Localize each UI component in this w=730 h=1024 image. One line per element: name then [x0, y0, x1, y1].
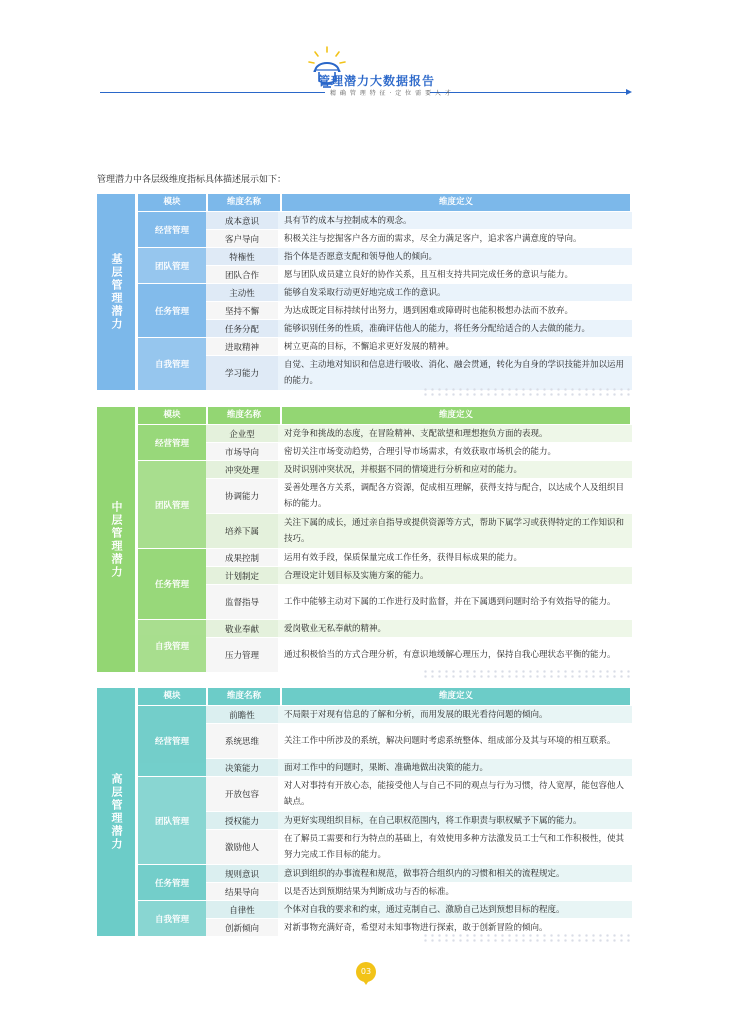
- dimension-definition: 愿与团队成员建立良好的协作关系，且互相支持共同完成任务的意识与能力。: [284, 269, 574, 280]
- level-title: 中层管理潜力: [110, 500, 123, 579]
- page-number: 03: [356, 962, 376, 982]
- dimension-name: 前瞻性: [206, 706, 278, 723]
- module-cell: 团队管理: [138, 777, 206, 864]
- table-row: [206, 356, 632, 390]
- table-row: [206, 638, 632, 672]
- level-label: [97, 194, 135, 390]
- dimension-name: 创新倾向: [206, 919, 278, 936]
- page-number-pointer: [362, 979, 370, 985]
- level-title: 基层管理潜力: [110, 253, 123, 331]
- dimension-name: 成果控制: [206, 549, 278, 566]
- table-header: [135, 194, 632, 211]
- dimension-name: 团队合作: [206, 266, 278, 283]
- dimension-definition: 为更好实现组织目标，在自己职权范围内，将工作职责与职权赋予下属的能力。: [284, 815, 582, 826]
- table-header: [135, 407, 632, 424]
- dimension-table: [135, 688, 632, 936]
- dimension-definition: 在了解员工需要和行为特点的基础上，有效使用多种方法激发员工士气和工作积极性，使其努力完成工作目标的能力。: [284, 834, 625, 860]
- dimension-definition: 积极关注与挖掘客户各方面的需求，尽全力满足客户，追求客户满意度的导向。: [284, 233, 582, 244]
- dimension-name: 特権性: [206, 248, 278, 265]
- column-header-definition: 维度定义: [282, 688, 630, 705]
- dimension-name: 开放包容: [206, 777, 278, 811]
- module-cell: 任务管理: [138, 284, 206, 337]
- table-row: [206, 266, 632, 283]
- dot-pattern: [422, 669, 632, 679]
- dimension-name: 激励他人: [206, 830, 278, 864]
- column-header-definition: 维度定义: [282, 407, 630, 424]
- dimension-name: 企业型: [206, 425, 278, 442]
- report-subtitle: 精 确 管 理 特 征 · 定 位 需 要 人 才: [330, 90, 452, 97]
- dimension-name: 客户导向: [206, 230, 278, 247]
- module-cell: 经营管理: [138, 212, 206, 247]
- table-row: [206, 461, 632, 478]
- module-cell: 经营管理: [138, 425, 206, 460]
- level-label: [97, 407, 135, 672]
- column-header-dimension: 维度名称: [208, 194, 280, 211]
- module-cell: 团队管理: [138, 248, 206, 283]
- module-cell: 经营管理: [138, 706, 206, 776]
- dimension-definition: 合理设定计划目标及实施方案的能力。: [284, 570, 429, 581]
- table-row: [206, 212, 632, 229]
- level-title: 高层管理潜力: [110, 773, 123, 851]
- dimension-definition: 对新事物充满好奇，希望对未知事物进行探索，敢于创新冒险的倾向。: [284, 922, 548, 933]
- dimension-name: 授权能力: [206, 812, 278, 829]
- dimension-definition: 不局限于对现有信息的了解和分析，而用发展的眼光看待问题的倾向。: [284, 709, 548, 720]
- level-label: [97, 688, 135, 936]
- column-header-module: 模块: [138, 407, 206, 424]
- dot-pattern: [422, 387, 632, 397]
- table-row: [206, 865, 632, 882]
- table-row: [206, 425, 632, 442]
- module-cell: 任务管理: [138, 549, 206, 619]
- table-header: [135, 688, 632, 705]
- level-section: [97, 688, 632, 936]
- dimension-name: 任务分配: [206, 320, 278, 337]
- level-section: [97, 407, 632, 672]
- table-row: [206, 812, 632, 829]
- dimension-name: 规则意识: [206, 865, 278, 882]
- column-header-dimension: 维度名称: [208, 407, 280, 424]
- dimension-definition: 能够自发采取行动更好地完成工作的意识。: [284, 287, 446, 298]
- dimension-definition: 对竞争和挑战的态度，在冒险精神、支配欲望和理想抱负方面的表现。: [284, 428, 548, 439]
- dimension-definition: 树立更高的目标，不懈追求更好发展的精神。: [284, 341, 455, 352]
- dimension-definition: 密切关注市场变动趋势，合理引导市场需求，有效获取市场机会的能力。: [284, 446, 557, 457]
- table-row: [206, 777, 632, 811]
- dimension-definition: 通过积极恰当的方式合理分析，有意识地缓解心理压力，保持自我心理状态平衡的能力。: [284, 650, 616, 660]
- dimension-definition: 面对工作中的问题时，果断、准确地做出决策的能力。: [284, 762, 489, 773]
- dimension-name: 敬业奉献: [206, 620, 278, 637]
- dimension-definition: 为达成既定目标持续付出努力，遇到困难或障碍时也能积极想办法而不放弃。: [284, 305, 574, 316]
- dimension-name: 系统思维: [206, 724, 278, 758]
- table-row: [206, 320, 632, 337]
- table-row: [206, 549, 632, 566]
- dimension-definition: 妥善处理各方关系，调配各方资源，促成相互理解，获得支持与配合，以达成个人及组织目标的能力。: [284, 483, 625, 509]
- dot-pattern: [422, 933, 632, 943]
- dimension-name: 监督指导: [206, 585, 278, 619]
- dimension-definition: 自觉、主动地对知识和信息进行吸收、消化、融会贯通，转化为自身的学识技能并加以运用的能力。: [284, 360, 625, 386]
- dimension-name: 市场导向: [206, 443, 278, 460]
- dimension-definition: 工作中能够主动对下属的工作进行及时监督，并在下属遇到问题时给予有效指导的能力。: [284, 597, 616, 607]
- dimension-name: 冲突处理: [206, 461, 278, 478]
- table-row: [206, 230, 632, 247]
- dimension-name: 协调能力: [206, 479, 278, 513]
- column-header-dimension: 维度名称: [208, 688, 280, 705]
- dimension-definition: 对人对事持有开放心态，能接受他人与自己不同的观点与行为习惯，待人宽厚，能包容他人缺点。: [284, 781, 625, 807]
- header-divider-right: [430, 92, 630, 93]
- table-row: [206, 443, 632, 460]
- table-row: [206, 883, 632, 900]
- dimension-definition: 能够识别任务的性质，准确评估他人的能力，将任务分配给适合的人去做的能力。: [284, 323, 591, 334]
- dimension-table: [135, 407, 632, 672]
- table-row: [206, 302, 632, 319]
- column-header-definition: 维度定义: [282, 194, 630, 211]
- table-row: [206, 759, 632, 776]
- dimension-definition: 爱岗敬业无私奉献的精神。: [284, 623, 387, 634]
- dimension-definition: 关注工作中所涉及的系统，解决问题时考虑系统整体、组成部分及其与环境的相互联系。: [284, 736, 616, 746]
- header-divider-left: [100, 92, 325, 93]
- intro-text: 管理潜力中各层级维度指标具体描述展示如下：: [97, 175, 287, 185]
- dimension-definition: 指个体是否愿意支配和领导他人的倾向。: [284, 251, 438, 262]
- dimension-name: 坚持不懈: [206, 302, 278, 319]
- dimension-name: 计划制定: [206, 567, 278, 584]
- module-cell: 任务管理: [138, 865, 206, 900]
- module-cell: 自我管理: [138, 338, 206, 390]
- dimension-definition: 关注下属的成长，通过亲自指导或提供资源等方式，帮助下属学习或获得特定的工作知识和技巧。: [284, 518, 625, 544]
- table-row: [206, 724, 632, 758]
- table-row: [206, 514, 632, 548]
- table-row: [206, 830, 632, 864]
- dimension-name: 主动性: [206, 284, 278, 301]
- table-row: [206, 567, 632, 584]
- table-row: [206, 284, 632, 301]
- module-cell: 自我管理: [138, 901, 206, 936]
- module-cell: 团队管理: [138, 461, 206, 548]
- dimension-name: 成本意识: [206, 212, 278, 229]
- table-row: [206, 479, 632, 513]
- dimension-table: [135, 194, 632, 390]
- dimension-definition: 及时识别冲突状况，并根据不同的情境进行分析和应对的能力。: [284, 464, 523, 475]
- dimension-definition: 个体对自我的要求和约束，通过克制自己、激励自己达到预想目标的程度。: [284, 904, 565, 915]
- table-row: [206, 585, 632, 619]
- arrow-right-icon: [626, 89, 632, 95]
- table-row: [206, 248, 632, 265]
- dimension-name: 进取精神: [206, 338, 278, 355]
- table-row: [206, 901, 632, 918]
- dimension-name: 自律性: [206, 901, 278, 918]
- dimension-definition: 运用有效手段，保质保量完成工作任务，获得目标成果的能力。: [284, 552, 523, 563]
- column-header-module: 模块: [138, 688, 206, 705]
- column-header-module: 模块: [138, 194, 206, 211]
- dimension-name: 压力管理: [206, 638, 278, 672]
- level-section: [97, 194, 632, 390]
- dimension-name: 结果导向: [206, 883, 278, 900]
- table-row: [206, 620, 632, 637]
- table-row: [206, 338, 632, 355]
- dimension-definition: 意识到组织的办事流程和规范，做事符合组织内的习惯和相关的流程规定。: [284, 868, 565, 879]
- table-row: [206, 706, 632, 723]
- dimension-name: 决策能力: [206, 759, 278, 776]
- dimension-name: 学习能力: [206, 356, 278, 390]
- dimension-name: 培养下属: [206, 514, 278, 548]
- dimension-definition: 以是否达到预期结果为判断成功与否的标准。: [284, 886, 455, 897]
- report-title: 管理潜力大数据报告: [318, 74, 436, 88]
- module-cell: 自我管理: [138, 620, 206, 672]
- dimension-definition: 具有节约成本与控制成本的观念。: [284, 215, 412, 226]
- report-header: [0, 0, 730, 110]
